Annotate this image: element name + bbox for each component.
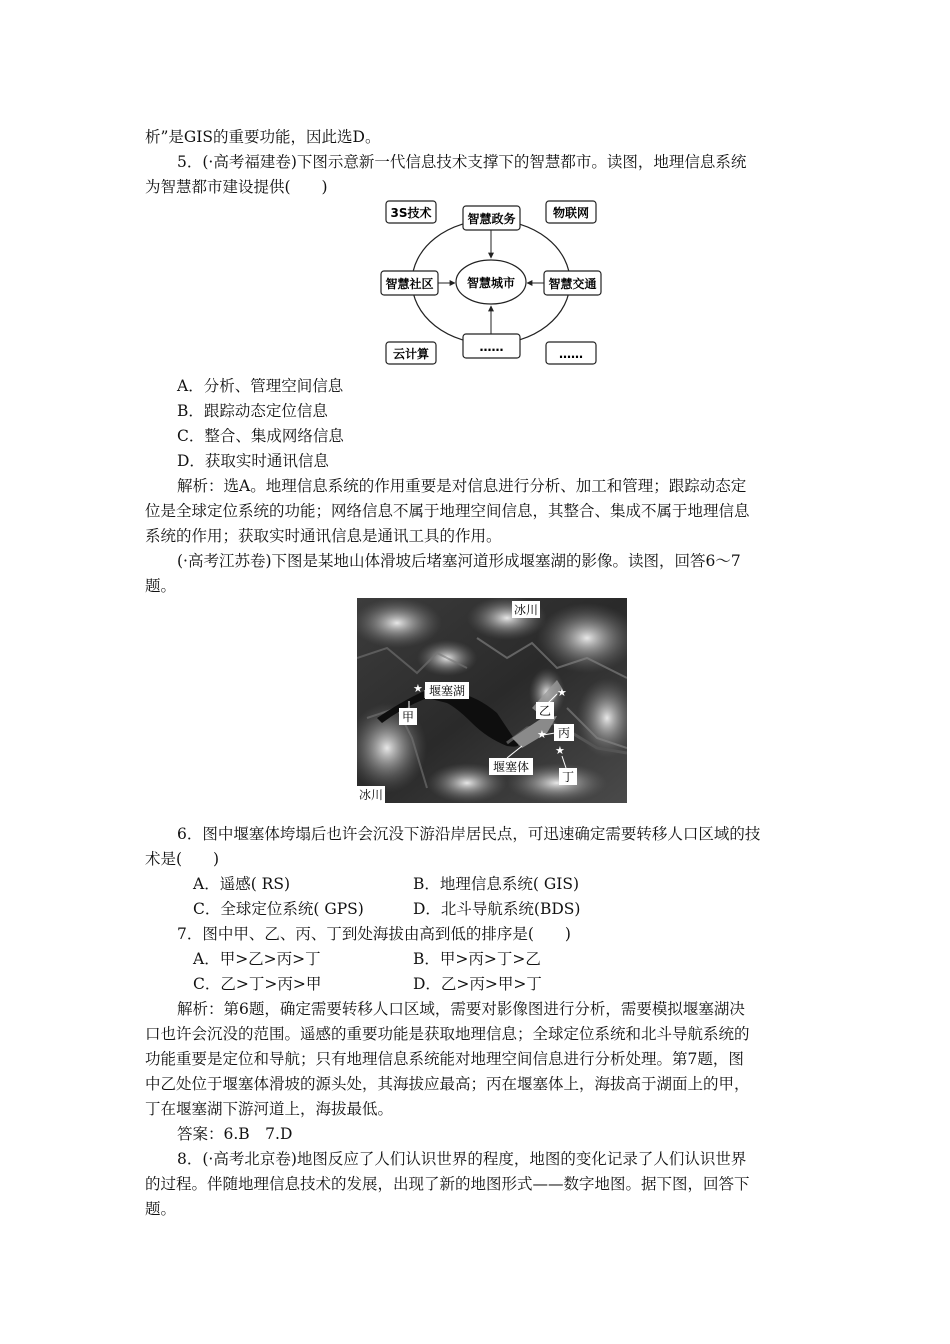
analysis-5-cont: 系统的作用；获取实时通讯信息是通讯工具的作用。 xyxy=(145,527,502,545)
svg-text:★: ★ xyxy=(555,744,565,757)
question-5-stem: 5．(·高考福建卷)下图示意新一代信息技术支撑下的智慧都市。读图，地理信息系统 xyxy=(177,153,747,171)
svg-text:★: ★ xyxy=(537,728,547,741)
lake-label: 堰塞湖 xyxy=(428,684,466,698)
center-label: 智慧城市 xyxy=(466,276,516,290)
option-7d: D．乙>丙>甲>丁 xyxy=(413,975,542,993)
question-7-stem: 7．图中甲、乙、丙、丁到处海拔由高到低的排序是( ) xyxy=(177,925,571,943)
questions-6-7-intro: (·高考江苏卷)下图是某地山体滑坡后堵塞河道形成堰塞湖的影像。读图，回答6～7 xyxy=(177,552,741,570)
analysis-5-cont: 位是全球定位系统的功能；网络信息不属于地理空间信息，其整合、集成不属于地理信息 xyxy=(145,502,750,520)
bottom-label: …… xyxy=(479,340,504,354)
analysis-6-7-cont: 中乙处位于堰塞体滑坡的源头处，其海拔应最高；丙在堰塞体上，海拔高于湖面上的甲， xyxy=(145,1075,750,1093)
svg-text:★: ★ xyxy=(557,686,567,699)
corner-bl-label: 云计算 xyxy=(392,347,430,361)
satellite-image xyxy=(357,598,627,803)
analysis-5: 解析：选A。地理信息系统的作用重要是对信息进行分析、加工和管理；跟踪动态定 xyxy=(177,477,747,495)
analysis-6-7: 解析：第6题，确定需要转移人口区域，需要对影像图进行分析，需要模拟堰塞湖决 xyxy=(177,1000,745,1018)
question-6-stem-cont: 术是( ) xyxy=(145,850,220,868)
option-7a: A．甲>乙>丙>丁 xyxy=(193,950,321,968)
option-7c: C．乙>丁>丙>甲 xyxy=(193,975,322,993)
option-6b: B．地理信息系统( GIS) xyxy=(413,875,580,893)
option-5c: C．整合、集成网络信息 xyxy=(177,427,344,445)
option-6c: C．全球定位系统( GPS) xyxy=(193,900,364,918)
corner-br-label: …… xyxy=(559,347,583,361)
analysis-6-7-cont: 口也许会沉没的范围。遥感的重要功能是获取地理信息；全球定位系统和北斗导航系统的 xyxy=(145,1025,750,1043)
text-line: 析”是GIS的重要功能，因此选D。 xyxy=(145,128,381,146)
bing-label: 丙 xyxy=(557,726,571,740)
question-8-stem-cont: 的过程。伴随地理信息技术的发展，出现了新的地图形式——数字地图。据下图，回答下 xyxy=(145,1175,750,1193)
dam-label: 堰塞体 xyxy=(492,760,530,774)
glacier-bottom-label: 冰川 xyxy=(358,788,384,802)
top-label: 智慧政务 xyxy=(467,212,516,226)
corner-tl-label: 3S技术 xyxy=(390,206,432,220)
analysis-6-7-cont: 功能重要是定位和导航；只有地理信息系统能对地理空间信息进行分析处理。第7题，图 xyxy=(145,1050,744,1068)
question-8-stem: 8．(·高考北京卷)地图反应了人们认识世界的程度，地图的变化记录了人们认识世界 xyxy=(177,1150,747,1168)
question-6-stem: 6．图中堰塞体垮塌后也许会沉没下游沿岸居民点，可迅速确定需要转移人口区域的技 xyxy=(177,825,761,843)
analysis-6-7-cont: 丁在堰塞湖下游河道上，海拔最低。 xyxy=(145,1100,394,1118)
option-6a: A．遥感( RS) xyxy=(193,875,291,893)
yi-label: 乙 xyxy=(538,704,552,718)
option-5b: B．跟踪动态定位信息 xyxy=(177,402,328,420)
svg-text:★: ★ xyxy=(413,682,423,695)
questions-6-7-intro-cont: 题。 xyxy=(145,577,177,595)
glacier-top-label: 冰川 xyxy=(513,603,539,617)
jia-label: 甲 xyxy=(401,710,415,724)
option-7b: B．甲>丙>丁>乙 xyxy=(413,950,541,968)
smart-city-diagram xyxy=(378,196,604,370)
question-5-stem-cont: 为智慧都市建设提供( ) xyxy=(145,178,328,196)
question-8-stem-cont: 题。 xyxy=(145,1200,177,1218)
left-label: 智慧社区 xyxy=(385,277,434,291)
right-label: 智慧交通 xyxy=(548,277,597,291)
option-6d: D．北斗导航系统(BDS) xyxy=(413,900,581,918)
ding-label: 丁 xyxy=(561,770,575,784)
corner-tr-label: 物联网 xyxy=(552,206,590,220)
answer-6-7: 答案：6.B 7.D xyxy=(177,1125,293,1143)
option-5d: D．获取实时通讯信息 xyxy=(177,452,329,470)
option-5a: A．分析、管理空间信息 xyxy=(177,377,344,395)
